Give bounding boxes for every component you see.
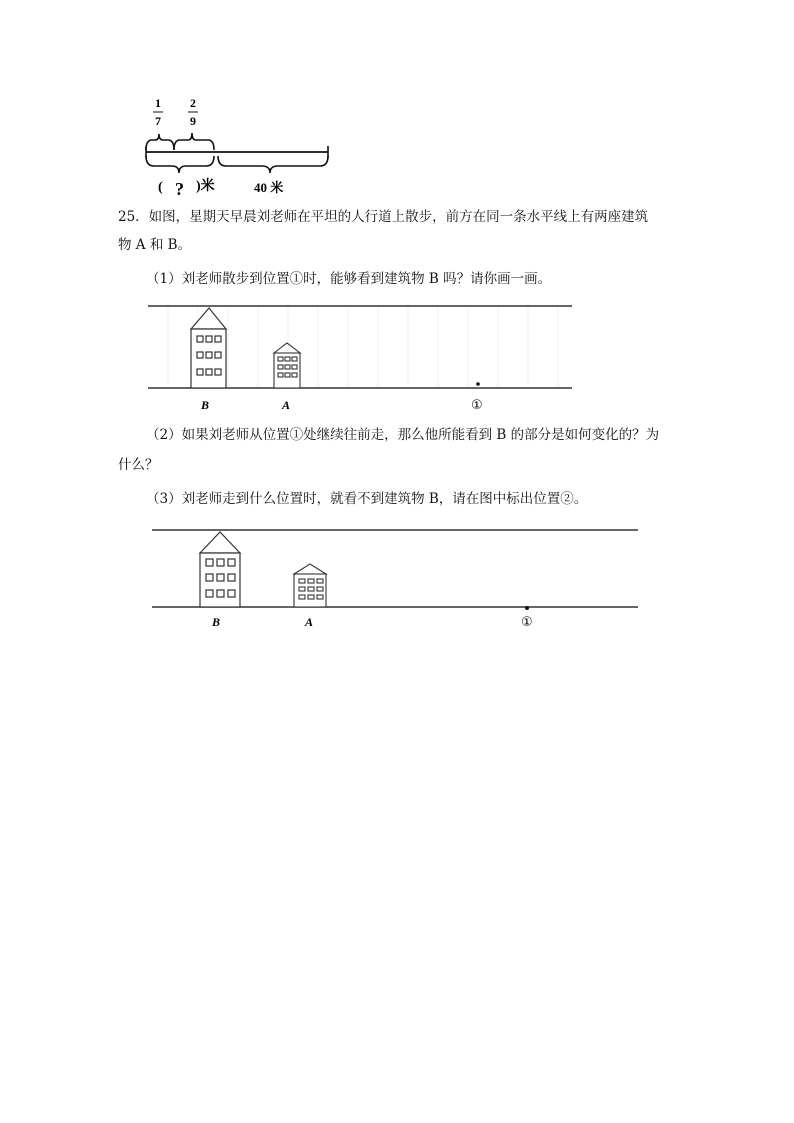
label-a: A [305, 615, 314, 629]
question-25-part-2-line-2: 什么？ [118, 457, 159, 473]
length-40m-label: 40 米 [254, 180, 284, 195]
question-25-part-1: （1）刘老师散步到位置①时，能够看到建筑物 B 吗？请你画一画。 [146, 271, 552, 287]
close-paren-unit: )米 [196, 179, 215, 194]
upper-brace-1 [146, 134, 174, 150]
fraction-2-denominator: 9 [190, 114, 196, 128]
question-25-line-2: 物 A 和 B。 [118, 237, 192, 253]
question-25-part-2-line-1: （2）如果刘老师从位置①处继续往前走，那么他所能看到 B 的部分是如何变化的？为 [146, 427, 660, 443]
label-b: B [212, 615, 221, 629]
label-a: A [282, 398, 291, 412]
building-a [274, 343, 300, 388]
building-b [200, 532, 240, 607]
label-position-1: ① [521, 615, 533, 630]
scene-1-figure [148, 295, 574, 415]
position-1-dot [525, 606, 529, 610]
fraction-2-numerator: 2 [190, 96, 196, 110]
question-25-line-1: 25．如图，星期天早晨刘老师在平坦的人行道上散步，前方在同一条水平线上有两座建筑 [118, 209, 649, 225]
label-b: B [201, 398, 210, 412]
question-25-part-3: （3）刘老师走到什么位置时，就看不到建筑物 B，请在图中标出位置②。 [146, 491, 588, 507]
building-b [191, 308, 226, 388]
fraction-bracket-diagram [130, 90, 350, 202]
fraction-1-denominator: 7 [155, 114, 161, 128]
label-position-1: ① [471, 398, 483, 413]
open-paren: ( [158, 180, 163, 195]
lower-brace-left [146, 156, 214, 173]
unknown-question-mark: ? [175, 179, 184, 199]
position-1-dot [476, 382, 480, 386]
upper-brace-2 [174, 133, 214, 150]
scene-2-figure [152, 522, 642, 632]
building-a [294, 564, 326, 607]
lower-brace-right [218, 156, 328, 173]
fraction-1-numerator: 1 [155, 96, 161, 110]
